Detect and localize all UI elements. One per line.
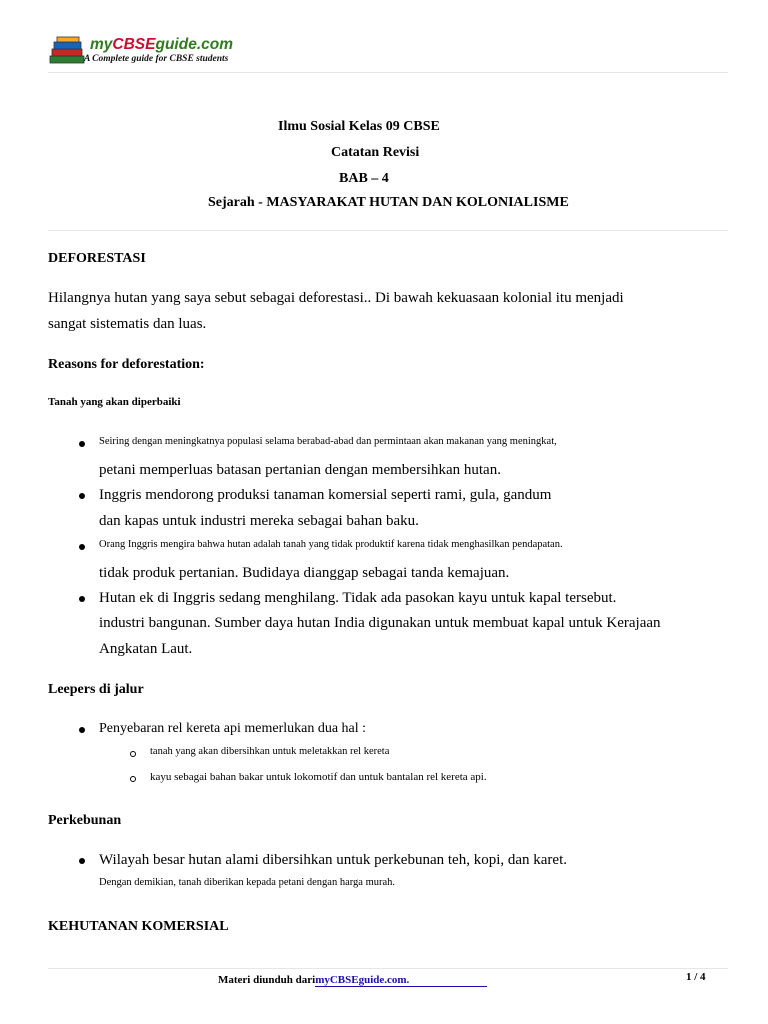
doc-title-class: Ilmu Sosial Kelas 09 CBSE bbox=[278, 119, 440, 134]
doc-title-chapter: BAB – 4 bbox=[339, 171, 389, 186]
list-item: Seiring dengan meningkatnya populasi selama berabad-abad dan permintaan akan makanan yang meningkat, bbox=[99, 436, 557, 447]
list-item: Orang Inggris mengira bahwa hutan adalah tanah yang tidak produktif karena tidak menghasilkan pendapatan. bbox=[99, 539, 563, 550]
footer-source bbox=[218, 974, 487, 986]
list-item-continuation: dan kapas untuk industri mereka sebagai bahan baku. bbox=[99, 513, 419, 529]
list-item: Hutan ek di Inggris sedang menghilang. Tidak ada pasokan kayu untuk kapal tersebut. bbox=[99, 590, 617, 606]
footer-prefix: Materi diunduh dari bbox=[218, 974, 316, 986]
sub-bullet-circle bbox=[130, 751, 136, 757]
sub-list-item: kayu sebagai bahan bakar untuk lokomotif dan untuk bantalan rel kereta api. bbox=[150, 771, 487, 783]
bullet-dot bbox=[79, 441, 85, 447]
section-heading-reasons: Reasons for deforestation: bbox=[48, 357, 205, 372]
list-item-continuation: industri bangunan. Sumber daya hutan India digunakan untuk membuat kapal untuk Kerajaan bbox=[99, 615, 661, 631]
bullet-dot bbox=[79, 727, 85, 733]
logo-wordmark: myCBSEguide.com bbox=[90, 36, 233, 53]
footer-link[interactable]: myCBSEguide.com. bbox=[315, 974, 487, 987]
list-item-continuation: Angkatan Laut. bbox=[99, 641, 193, 657]
logo-tagline: A Complete guide for CBSE students bbox=[84, 54, 229, 64]
subheading-tanah: Tanah yang akan diperbaiki bbox=[48, 396, 181, 408]
page-number: 1 / 4 bbox=[686, 971, 706, 983]
list-item: Wilayah besar hutan alami dibersihkan untuk perkebunan teh, kopi, dan karet. bbox=[99, 852, 567, 868]
section-heading-kehutanan: KEHUTANAN KOMERSIAL bbox=[48, 919, 229, 934]
bullet-dot bbox=[79, 544, 85, 550]
list-item: Inggris mendorong produksi tanaman komersial seperti rami, gula, gandum bbox=[99, 487, 552, 503]
bullet-dot bbox=[79, 596, 85, 602]
bullet-dot bbox=[79, 493, 85, 499]
section-heading-deforestasi: DEFORESTASI bbox=[48, 251, 146, 266]
title-divider bbox=[48, 230, 728, 231]
books-icon bbox=[48, 36, 88, 66]
header-divider bbox=[48, 72, 728, 73]
list-item-continuation: petani memperluas batasan pertanian dengan membersihkan hutan. bbox=[99, 462, 501, 478]
paragraph-line: sangat sistematis dan luas. bbox=[48, 316, 207, 332]
sub-list-item: tanah yang akan dibersihkan untuk meletakkan rel kereta bbox=[150, 746, 390, 757]
list-item: Penyebaran rel kereta api memerlukan dua hal : bbox=[99, 721, 367, 736]
footer-divider bbox=[48, 968, 728, 969]
site-logo bbox=[48, 34, 258, 70]
list-item-note: Dengan demikian, tanah diberikan kepada petani dengan harga murah. bbox=[99, 877, 396, 888]
sub-bullet-circle bbox=[130, 776, 136, 782]
doc-title-topic: Sejarah - MASYARAKAT HUTAN DAN KOLONIALISME bbox=[208, 195, 569, 210]
section-heading-perkebunan: Perkebunan bbox=[48, 813, 122, 828]
list-item-continuation: tidak produk pertanian. Budidaya dianggap sebagai tanda kemajuan. bbox=[99, 565, 510, 581]
bullet-dot bbox=[79, 858, 85, 864]
section-heading-sleepers: Leepers di jalur bbox=[48, 682, 144, 697]
paragraph-line: Hilangnya hutan yang saya sebut sebagai deforestasi.. Di bawah kekuasaan kolonial itu menjadi bbox=[48, 290, 624, 306]
doc-title-notes: Catatan Revisi bbox=[331, 145, 420, 160]
